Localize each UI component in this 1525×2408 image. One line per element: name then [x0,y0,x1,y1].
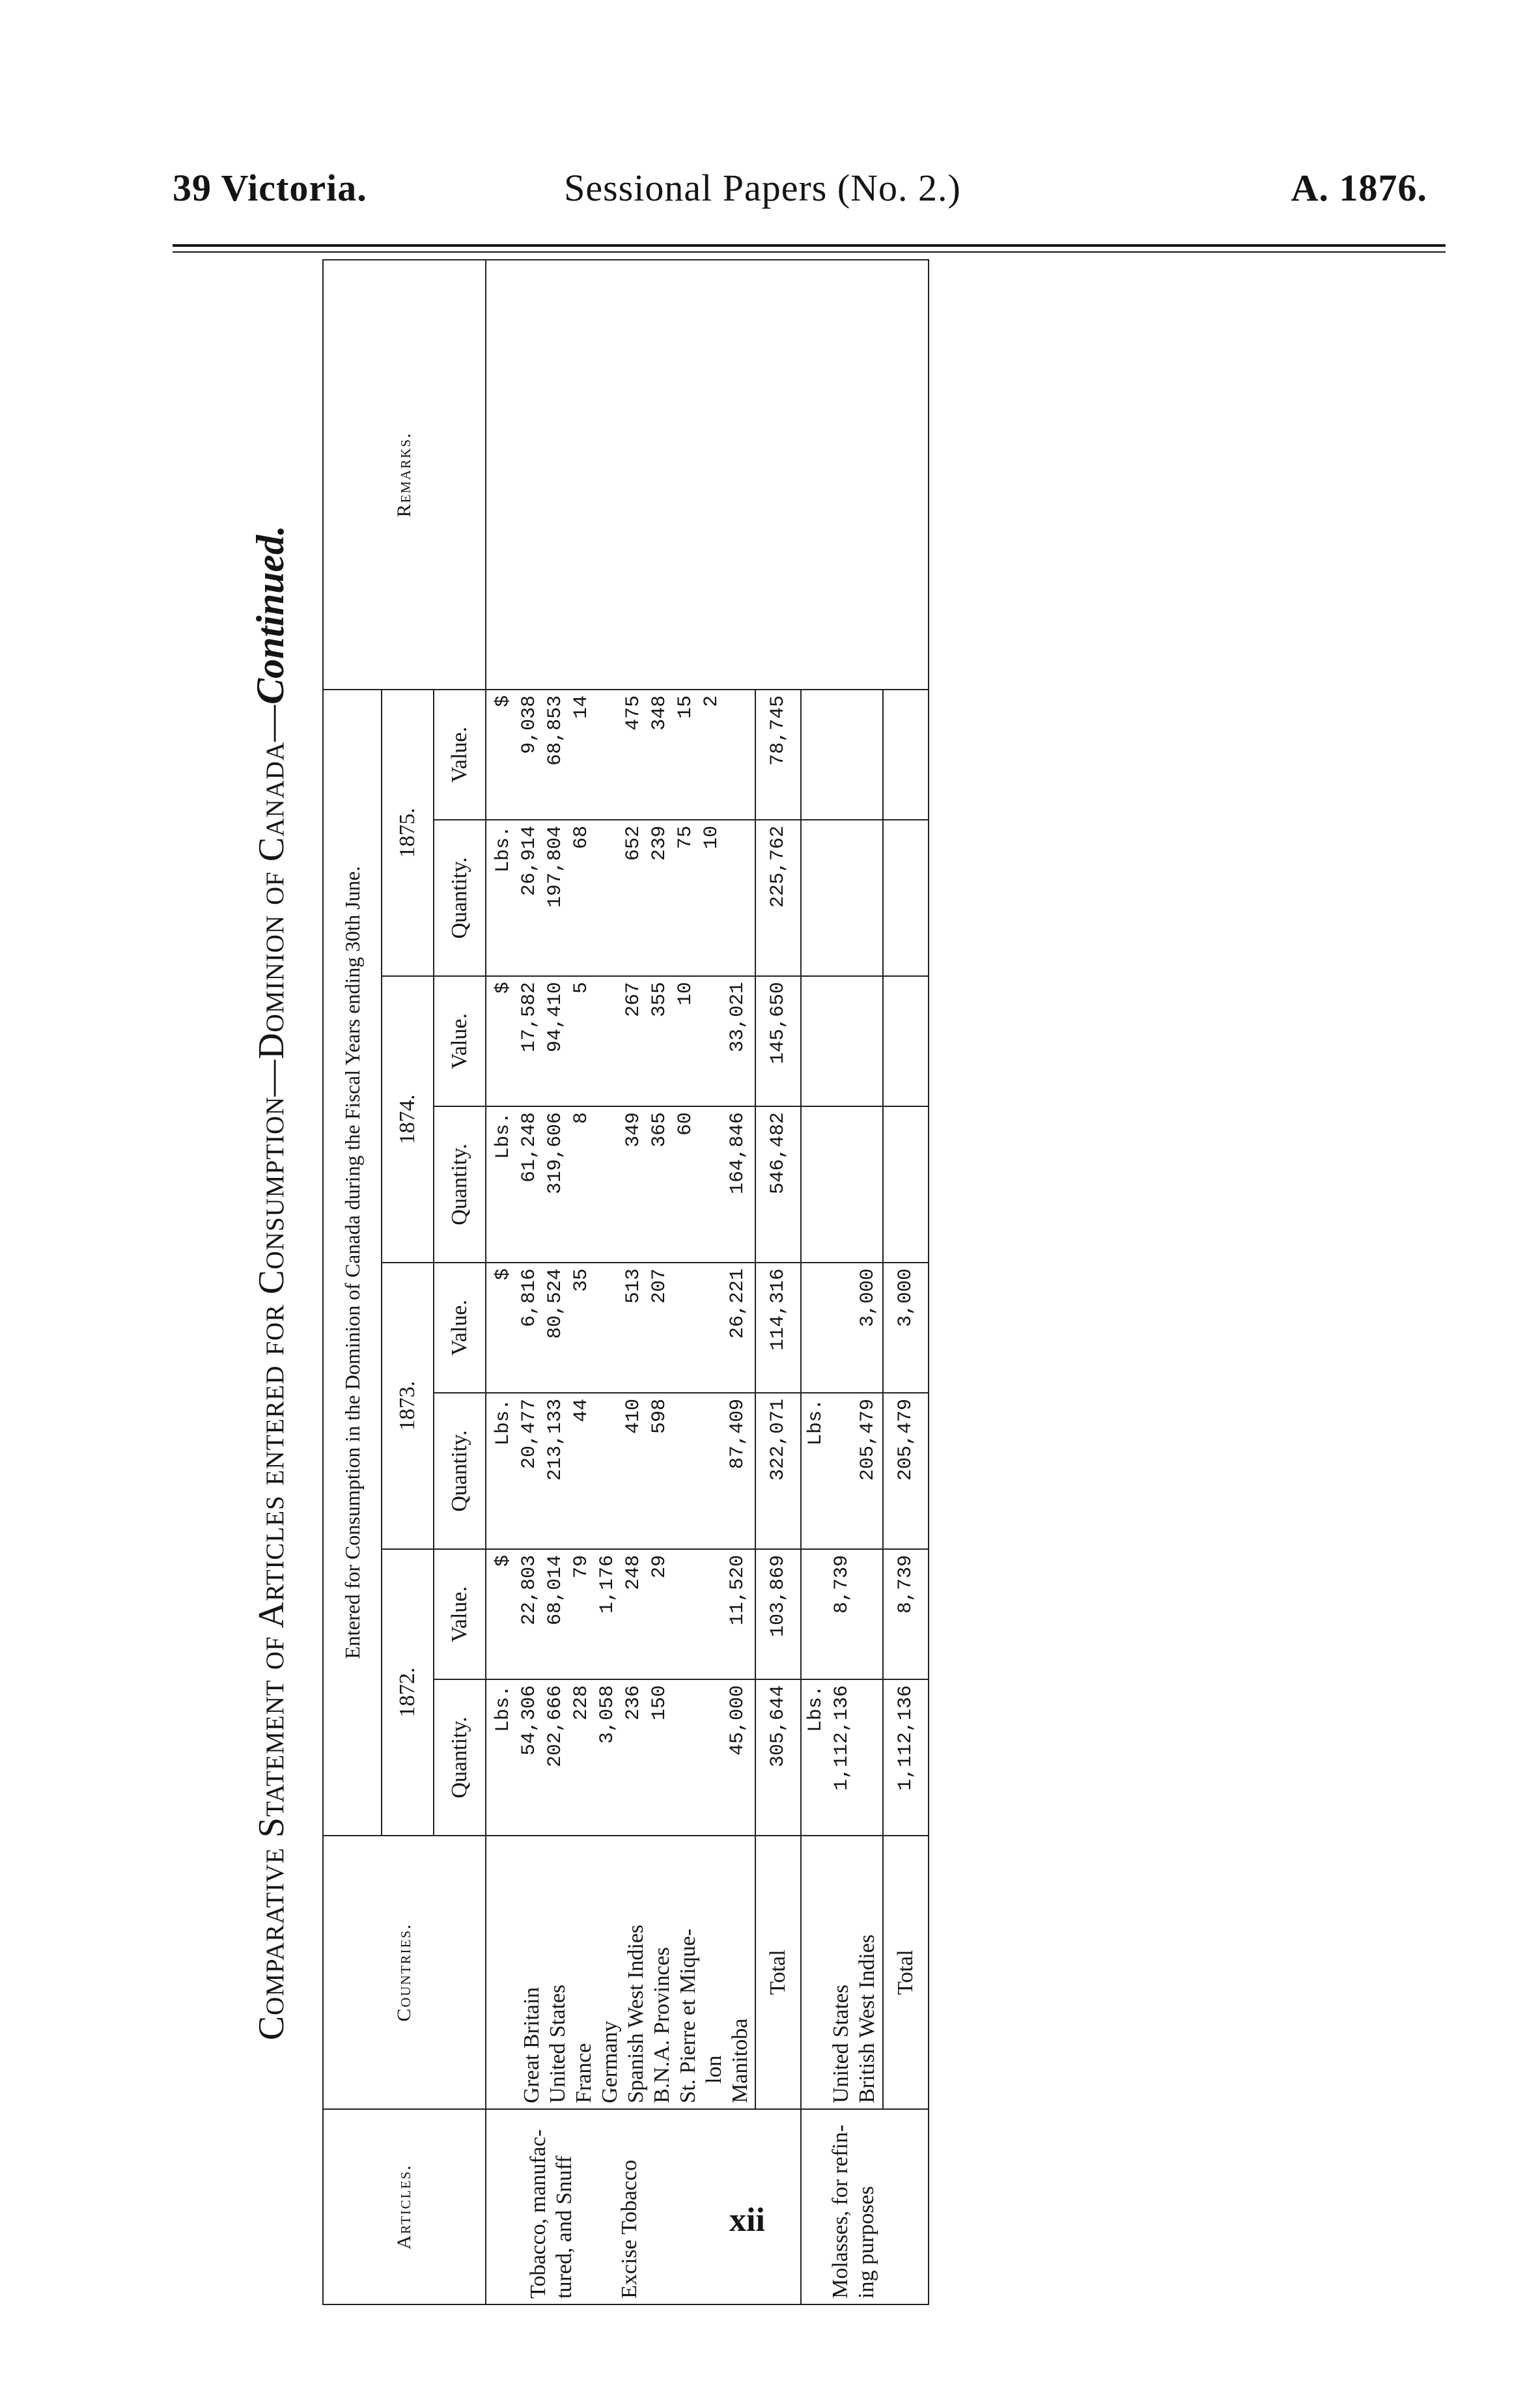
country-great-britain: Great Britain [520,1987,544,2103]
tobacco-v1875 [486,690,755,820]
tobacco-v1872 [486,1549,755,1679]
tobacco-cell [595,826,621,970]
country-germany: Germany [598,2021,622,2103]
unit-lbs: Lbs. [805,1399,827,1446]
molasses-total-v1873: 3,000 [883,1263,929,1393]
molasses-cell [855,1555,881,1673]
page-number: xii [729,2202,765,2239]
col-entered: Entered for Consumption in the Dominion of Canada during the Fiscal Years ending 30th June. [323,690,382,1836]
country-united-states: United States [829,1984,853,2103]
molasses-total-v1872: 8,739 [883,1549,929,1679]
tobacco-cell [673,1399,699,1543]
molasses-cell: 205,479 [857,1399,879,1481]
tobacco-cell: 228 [570,1685,593,1721]
tobacco-countries [486,1836,755,2109]
tobacco-cell: 9,038 [518,695,540,754]
tobacco-total-v1874: 145,650 [755,976,801,1106]
molasses-cell [829,1399,855,1543]
molasses-total-q1875 [883,820,929,976]
molasses-cell [855,826,881,970]
title-continued: Continued. [249,525,292,705]
molasses-total-v1875 [883,690,929,820]
col-countries: Countries. [323,1836,486,2109]
unit-lbs: Lbs. [805,1685,827,1733]
tobacco-cell: 239 [649,826,671,861]
quantity-header: Quantity. [434,1679,486,1836]
unit-lbs: Lbs. [492,1399,514,1446]
country-manitoba: Manitoba [728,2018,752,2103]
tobacco-cell [699,1112,725,1257]
header-center: Sessional Papers (No. 2.) [564,167,961,209]
tobacco-cell [673,1685,699,1830]
tobacco-cell: 11,520 [727,1555,749,1626]
tobacco-total-q1875: 225,762 [755,820,801,976]
tobacco-v1873 [486,1263,755,1393]
tobacco-cell: 5 [570,982,593,994]
molasses-v1875 [801,690,883,820]
unit-lbs: Lbs. [492,826,514,873]
header-left: 39 Victoria. [173,167,367,209]
unit-lbs: Lbs. [492,1685,514,1733]
tobacco-cell: 94,410 [544,982,567,1053]
tobacco-cell [699,1399,725,1543]
quantity-header: Quantity. [434,820,486,976]
tobacco-q1875 [486,820,755,976]
article-excise-tobacco: Excise Tobacco [617,2159,641,2299]
quantity-header: Quantity. [434,1106,486,1263]
tobacco-total-q1872: 305,644 [755,1679,801,1836]
molasses-cell [829,982,855,1100]
header-rule [173,244,1446,247]
country-st-pierre-cont: lon [702,2055,726,2084]
tobacco-cell: 348 [649,695,671,731]
tobacco-cell: 87,409 [727,1399,749,1470]
tobacco-cell: 75 [675,826,697,850]
col-remarks: Remarks. [323,260,486,690]
tobacco-cell: 20,477 [518,1399,540,1470]
molasses-cell: 8,739 [831,1555,853,1614]
tobacco-cell: 6,816 [518,1268,540,1328]
tobacco-cell: 236 [623,1685,645,1721]
tobacco-cell [699,1555,725,1673]
tobacco-cell: 355 [649,982,671,1018]
tobacco-q1872 [486,1679,755,1836]
tobacco-cell: 54,306 [518,1685,540,1756]
molasses-cell: 1,112,136 [831,1685,853,1791]
unit-dollar: $ [492,695,514,707]
unit-dollar: $ [492,1268,514,1281]
molasses-cell [855,1685,881,1830]
tobacco-cell: 26,221 [727,1268,749,1339]
molasses-cell [829,1268,855,1387]
unit-dollar: $ [492,1555,514,1567]
tobacco-cell: 8 [570,1112,593,1125]
tobacco-cell: 513 [623,1268,645,1304]
statement-table [322,259,929,2305]
tobacco-cell: 68,014 [544,1555,567,1626]
tobacco-cell: 197,804 [544,826,567,908]
molasses-cell: 3,000 [857,1268,879,1328]
article-line: tured, and Snuff [552,2155,576,2299]
molasses-cell [855,1112,881,1257]
tobacco-cell: 45,000 [727,1685,749,1756]
statement-block [228,260,1244,2305]
value-header: Value. [434,1263,486,1393]
molasses-total-v1874 [883,976,929,1106]
tobacco-cell: 248 [623,1555,645,1591]
tobacco-cell: 319,606 [544,1112,567,1195]
tobacco-cell: 79 [570,1555,593,1579]
tobacco-cell [725,826,751,970]
article-molasses [801,2109,929,2304]
tobacco-cell: 80,524 [544,1268,567,1339]
tobacco-total-q1873: 322,071 [755,1393,801,1549]
year-1872: 1872. [382,1549,434,1836]
tobacco-cell: 10 [701,826,723,850]
tobacco-cell: 475 [623,695,645,731]
country-france: France [572,2043,596,2103]
year-1875: 1875. [382,690,434,976]
tobacco-cell: 60 [675,1112,697,1136]
molasses-countries [801,1836,883,2109]
country-bna-provinces: B.N.A. Provinces [650,1947,674,2103]
tobacco-cell: 365 [649,1112,671,1148]
molasses-cell [829,695,855,814]
tobacco-cell: 29 [649,1555,671,1579]
tobacco-cell [595,695,621,814]
tobacco-q1873 [486,1393,755,1549]
molasses-cell [829,1112,855,1257]
molasses-cell [829,826,855,970]
value-header: Value. [434,690,486,820]
tobacco-cell: 3,058 [596,1685,619,1744]
tobacco-cell: 17,582 [518,982,540,1053]
tobacco-cell: 35 [570,1268,593,1293]
tobacco-cell [595,982,621,1100]
molasses-q1875 [801,820,883,976]
molasses-q1873 [801,1393,883,1549]
tobacco-cell [673,1555,699,1673]
tobacco-cell: 207 [649,1268,671,1304]
tobacco-cell: 15 [675,695,697,719]
tobacco-total-label: Total [755,1836,801,2109]
tobacco-cell [699,982,725,1100]
molasses-total-q1874 [883,1106,929,1263]
unit-dollar: $ [492,982,514,994]
tobacco-cell: 61,248 [518,1112,540,1183]
tobacco-cell: 349 [623,1112,645,1148]
country-spanish-west-indies: Spanish West Indies [624,1924,648,2103]
tobacco-cell: 2 [701,695,723,707]
article-line: Tobacco, manufac- [526,2129,550,2299]
tobacco-cell: 68,853 [544,695,567,766]
tobacco-cell: 44 [570,1399,593,1423]
remarks-cell [486,260,929,690]
tobacco-v1874 [486,976,755,1106]
tobacco-cell: 652 [623,826,645,861]
tobacco-total-v1872: 103,869 [755,1549,801,1679]
tobacco-cell: 213,133 [544,1399,567,1481]
country-british-west-indies: British West Indies [855,1934,879,2103]
tobacco-cell [699,1685,725,1830]
country-st-pierre: St. Pierre et Mique- [676,1928,700,2103]
rotated-table-region [228,260,1244,2305]
title-main: Comparative Statement of Articles entered for Consumption—Dominion of Canada— [251,704,292,2041]
year-1873: 1873. [382,1263,434,1549]
molasses-total-q1873: 205,479 [883,1393,929,1549]
tobacco-cell [595,1268,621,1387]
tobacco-cell: 26,914 [518,826,540,897]
molasses-total-q1872: 1,112,136 [883,1679,929,1836]
country-united-states: United States [546,1984,570,2103]
tobacco-cell [673,1268,699,1387]
value-header: Value. [434,976,486,1106]
tobacco-cell: 68 [570,826,593,850]
tobacco-cell: 267 [623,982,645,1018]
article-line: ing purposes [854,2186,878,2299]
tobacco-cell: 1,176 [596,1555,619,1614]
tobacco-cell [725,695,751,814]
header-rule-thin [173,251,1446,253]
tobacco-total-q1874: 546,482 [755,1106,801,1263]
quantity-header: Quantity. [434,1393,486,1549]
value-header: Value. [434,1549,486,1679]
article-line: Molasses, for refin- [828,2124,852,2299]
tobacco-cell [595,1399,621,1543]
molasses-v1872 [801,1549,883,1679]
tobacco-total-v1873: 114,316 [755,1263,801,1393]
tobacco-cell: 598 [649,1399,671,1435]
tobacco-cell: 202,666 [544,1685,567,1768]
molasses-cell [855,982,881,1100]
tobacco-cell: 22,803 [518,1555,540,1626]
year-1874: 1874. [382,976,434,1263]
tobacco-cell: 150 [649,1685,671,1721]
molasses-cell [855,695,881,814]
tobacco-cell: 33,021 [727,982,749,1053]
tobacco-cell [699,1268,725,1387]
molasses-q1872 [801,1679,883,1836]
header-right: A. 1876. [1291,167,1427,209]
tobacco-q1874 [486,1106,755,1263]
molasses-total-label: Total [883,1836,929,2109]
col-articles: Articles. [323,2109,486,2304]
molasses-q1874 [801,1106,883,1263]
tobacco-cell: 10 [675,982,697,1006]
tobacco-cell: 14 [570,695,593,719]
unit-lbs: Lbs. [492,1112,514,1160]
tobacco-cell: 164,846 [727,1112,749,1195]
tobacco-cell: 410 [623,1399,645,1435]
statement-title [228,260,313,2305]
molasses-v1873 [801,1263,883,1393]
tobacco-total-v1875: 78,745 [755,690,801,820]
tobacco-cell [595,1112,621,1257]
molasses-v1874 [801,976,883,1106]
